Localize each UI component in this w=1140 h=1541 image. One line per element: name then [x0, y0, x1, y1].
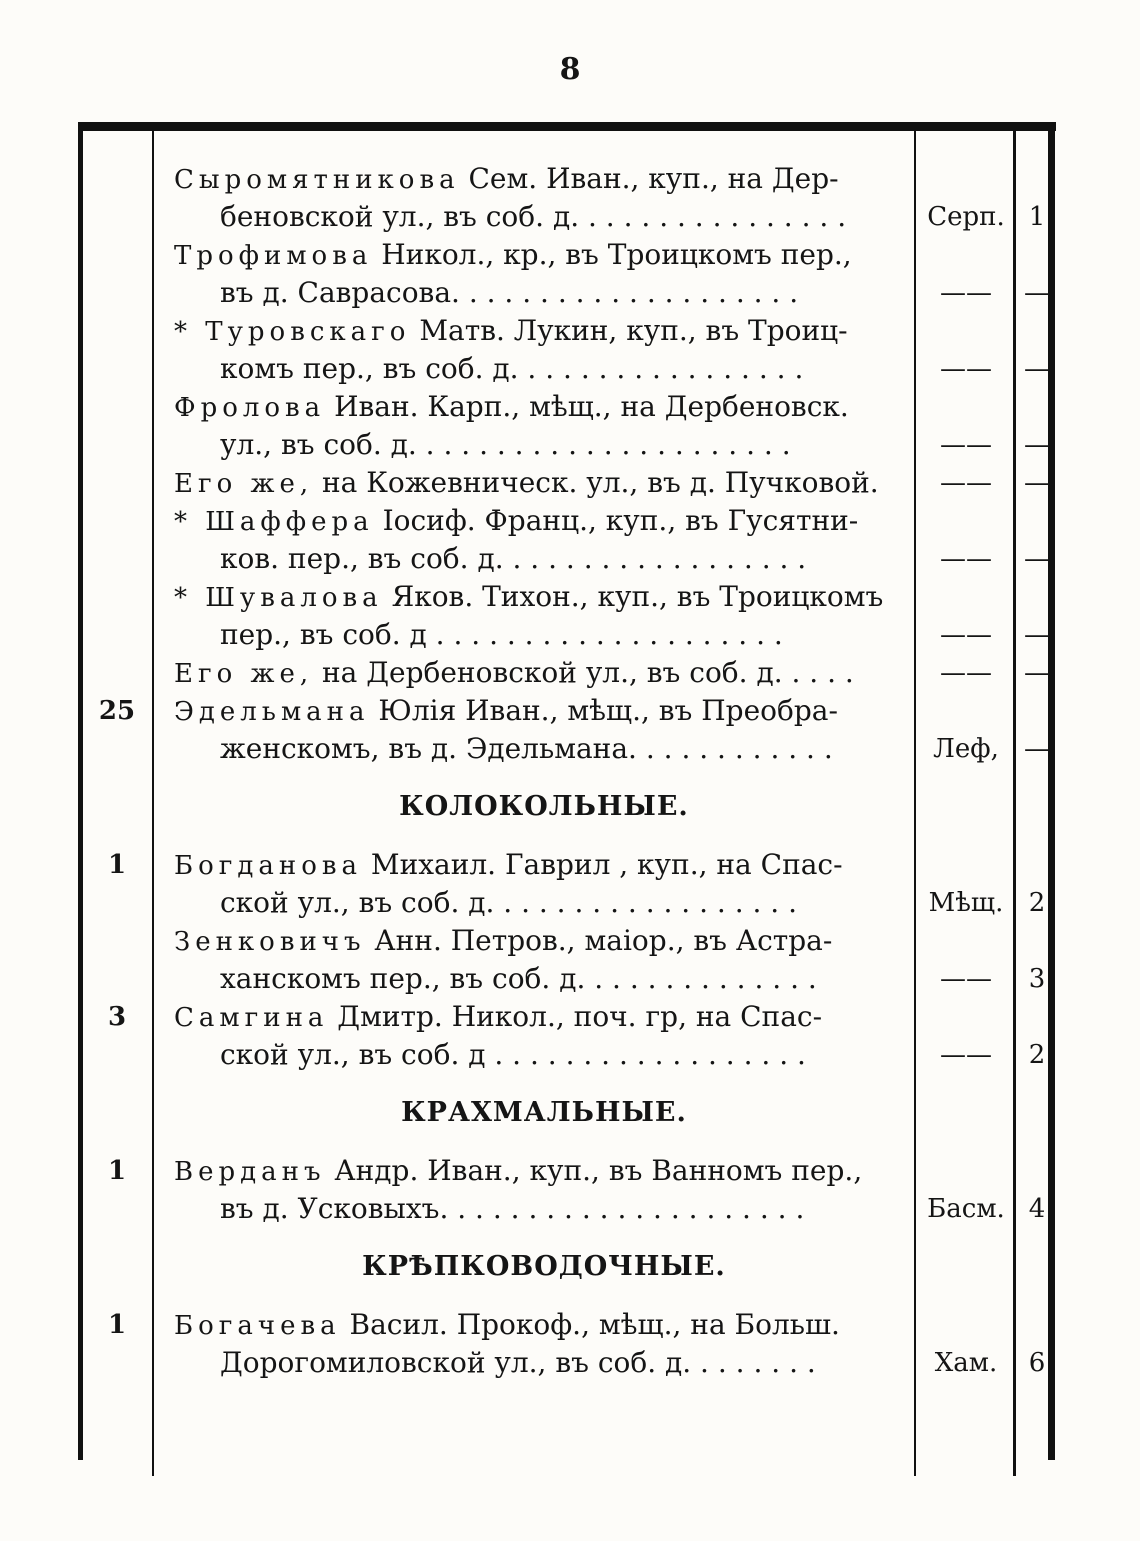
- section-heading-krakhmalnye: [0, 1094, 1140, 1132]
- section-cell: —: [1024, 734, 1050, 764]
- entry-text: ков. пер., въ соб. д. . . . . . . . . . . . . . . . . .: [220, 542, 807, 575]
- page-number: 8: [559, 52, 581, 87]
- entry-text: Никол., кр., въ Троицкомъ пер.,: [372, 238, 852, 271]
- district-cell: Леф,: [933, 734, 999, 764]
- entry-number: 25: [98, 696, 136, 726]
- owner-name: Сыромятникова: [174, 165, 460, 195]
- entry-text: въ д. Усковыхъ. . . . . . . . . . . . . . . . . . . . .: [220, 1192, 805, 1225]
- entry-text: Матв. Лукин, куп., въ Троиц-: [410, 314, 848, 347]
- entry-text: комъ пер., въ соб. д. . . . . . . . . . . . . . . . .: [220, 352, 804, 385]
- section-cell: —: [1024, 658, 1050, 688]
- entry-verdan-cont: [0, 1190, 1140, 1228]
- owner-name: Богданова: [174, 851, 363, 881]
- entry-text: Анн. Петров., маіор., въ Астра-: [365, 924, 833, 957]
- district-cell: Мѣщ.: [928, 888, 1004, 918]
- entry-text: Юлія Иван., мѣщ., въ Преобра-: [369, 694, 838, 727]
- entry-text: беновской ул., въ соб. д. . . . . . . . . . . . . . . .: [220, 200, 847, 233]
- owner-name: * Шаффера: [174, 507, 374, 537]
- entry-text: ской ул., въ соб. д. . . . . . . . . . . . . . . . . .: [220, 886, 797, 919]
- entry-verdan: [0, 1152, 1140, 1190]
- entry-turovskago: [0, 312, 1140, 350]
- entry-bogacheva: [0, 1306, 1140, 1344]
- entry-samgina-cont: [0, 1036, 1140, 1074]
- entry-bogdanova: [0, 846, 1140, 884]
- entry-number: 1: [107, 1156, 127, 1186]
- section-cell: —: [1024, 620, 1050, 650]
- entry-shaffera-cont: [0, 540, 1140, 578]
- district-cell: Хам.: [934, 1348, 998, 1378]
- entry-text: ханскомъ пер., въ соб. д. . . . . . . . . . . . . .: [220, 962, 817, 995]
- district-cell: ——: [940, 620, 992, 650]
- entry-text: Михаил. Гаврил , куп., на Спас-: [362, 848, 843, 881]
- section-title: КОЛОКОЛЬНЫЕ.: [399, 791, 689, 822]
- district-cell: ——: [940, 278, 992, 308]
- section-cell: 2: [1028, 1040, 1046, 1070]
- owner-name: Верданъ: [174, 1157, 326, 1187]
- entry-shaffera: [0, 502, 1140, 540]
- district-cell: Серп.: [927, 202, 1005, 232]
- entry-text: пер., въ соб. д . . . . . . . . . . . . . . . . . . . .: [220, 618, 783, 651]
- entry-zenkovich: [0, 922, 1140, 960]
- section-cell: —: [1024, 468, 1050, 498]
- entry-text: ской ул., въ соб. д . . . . . . . . . . . . . . . . . .: [220, 1038, 806, 1071]
- owner-name: Зенковичъ: [174, 927, 366, 957]
- entry-ego-zhe-derbenovskaya: [0, 654, 1140, 692]
- entry-text: Дорогомиловской ул., въ соб. д. . . . . . . .: [220, 1346, 816, 1379]
- directory-entries: [0, 160, 1140, 1382]
- entry-shuvalova: [0, 578, 1140, 616]
- entry-trofimova: [0, 236, 1140, 274]
- owner-name: Его же,: [174, 469, 314, 499]
- owner-name: Трофимова: [174, 241, 373, 271]
- entry-edelmana-cont: [0, 730, 1140, 768]
- entry-number: 3: [107, 1002, 127, 1032]
- entry-text: Андр. Иван., куп., въ Ванномъ пер.,: [325, 1154, 863, 1187]
- district-cell: ——: [940, 430, 992, 460]
- entry-text: Сем. Иван., куп., на Дер-: [459, 162, 839, 195]
- owner-name: * Туровскаго: [174, 317, 411, 347]
- entry-text: въ д. Саврасова. . . . . . . . . . . . . . . . . . . .: [220, 276, 799, 309]
- owner-name: Богачева: [174, 1311, 341, 1341]
- section-cell: 3: [1028, 964, 1046, 994]
- section-heading-kolokolnye: [0, 788, 1140, 826]
- owner-name: Его же,: [174, 659, 314, 689]
- district-cell: ——: [940, 964, 992, 994]
- district-cell: Басм.: [927, 1194, 1005, 1224]
- entry-text: Дмитр. Никол., поч. гр, на Спас-: [328, 1000, 823, 1033]
- entry-bogacheva-cont: [0, 1344, 1140, 1382]
- district-cell: ——: [940, 354, 992, 384]
- district-cell: ——: [940, 1040, 992, 1070]
- owner-name: Эдельмана: [174, 697, 370, 727]
- entry-trofimova-cont: [0, 274, 1140, 312]
- entry-text: Іосиф. Франц., куп., въ Гусятни-: [373, 504, 859, 537]
- owner-name: Фролова: [174, 393, 326, 423]
- top-rule: [78, 122, 1056, 131]
- section-cell: 6: [1028, 1348, 1046, 1378]
- section-title: КРАХМАЛЬНЫЕ.: [401, 1097, 687, 1128]
- entry-text: на Кожевническ. ул., въ д. Пучковой.: [313, 466, 879, 499]
- entry-text: женскомъ, въ д. Эдельмана. . . . . . . . . . . .: [220, 732, 833, 765]
- entry-text: Васил. Прокоф., мѣщ., на Больш.: [340, 1308, 840, 1341]
- entry-syromyatnikova: [0, 160, 1140, 198]
- section-cell: —: [1024, 354, 1050, 384]
- entry-shuvalova-cont: [0, 616, 1140, 654]
- entry-frolova: [0, 388, 1140, 426]
- district-cell: ——: [940, 658, 992, 688]
- entry-text: Яков. Тихон., куп., въ Троицкомъ: [382, 580, 884, 613]
- section-cell: 4: [1028, 1194, 1046, 1224]
- section-cell: —: [1024, 430, 1050, 460]
- section-cell: —: [1024, 544, 1050, 574]
- section-heading-krepkovodochnye: [0, 1248, 1140, 1286]
- entry-syromyatnikova-cont: [0, 198, 1140, 236]
- entry-bogdanova-cont: [0, 884, 1140, 922]
- entry-turovskago-cont: [0, 350, 1140, 388]
- district-cell: ——: [940, 468, 992, 498]
- entry-text: Иван. Карп., мѣщ., на Дербеновск.: [325, 390, 849, 423]
- entry-number: 1: [107, 1310, 127, 1340]
- section-cell: —: [1024, 278, 1050, 308]
- entry-samgina: [0, 998, 1140, 1036]
- entry-zenkovich-cont: [0, 960, 1140, 998]
- entry-text: на Дербеновской ул., въ соб. д. . . . .: [313, 656, 854, 689]
- entry-frolova-cont: [0, 426, 1140, 464]
- section-cell: 1: [1028, 202, 1046, 232]
- owner-name: Самгина: [174, 1003, 329, 1033]
- section-title: КРѢПКОВОДОЧНЫЕ.: [362, 1251, 726, 1282]
- section-cell: 2: [1028, 888, 1046, 918]
- entry-edelmana: [0, 692, 1140, 730]
- entry-text: ул., въ соб. д. . . . . . . . . . . . . . . . . . . . . .: [220, 428, 791, 461]
- entry-ego-zhe-kozhevnicheskaya: [0, 464, 1140, 502]
- entry-number: 1: [107, 850, 127, 880]
- district-cell: ——: [940, 544, 992, 574]
- owner-name: * Шувалова: [174, 583, 383, 613]
